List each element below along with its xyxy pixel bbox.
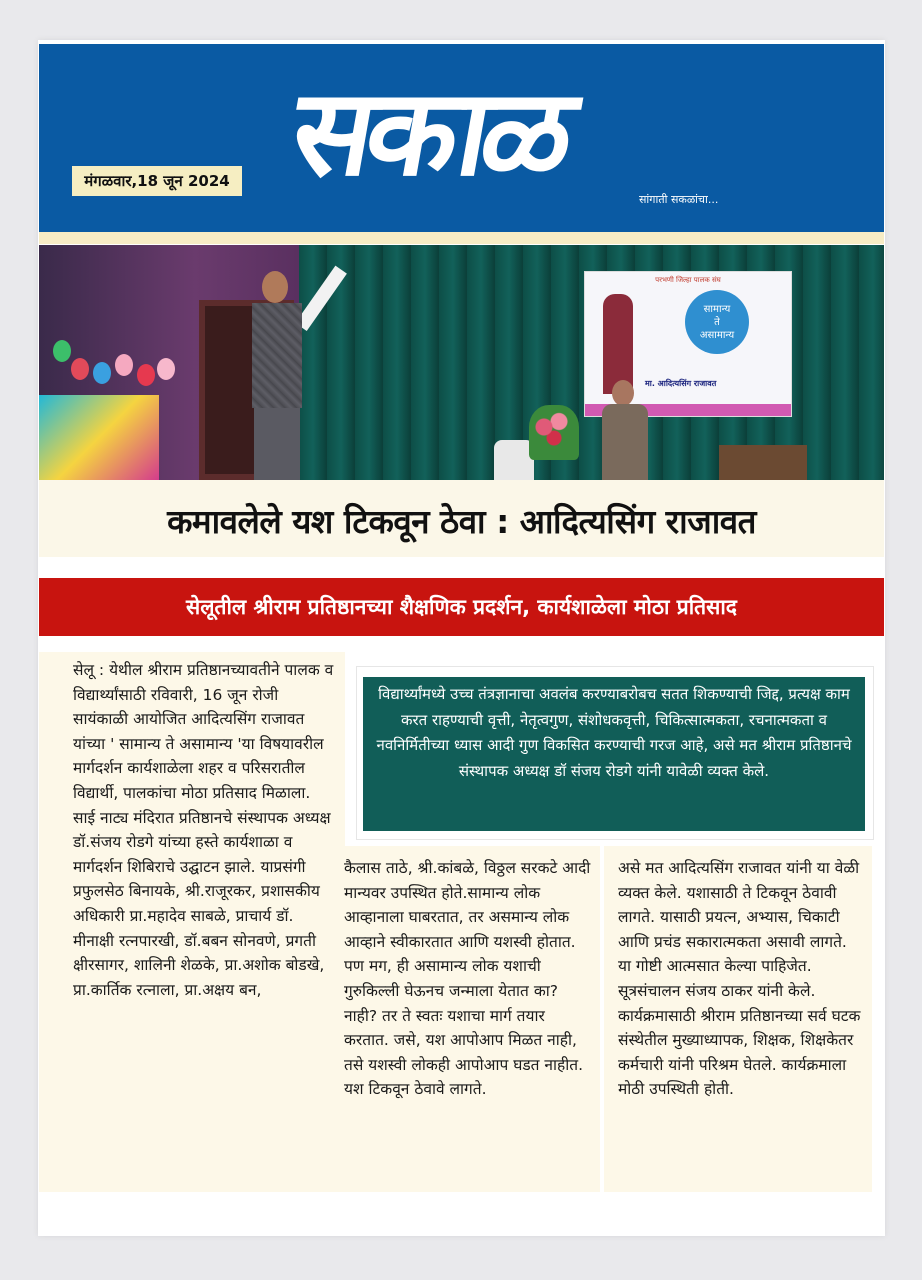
article-column-3 xyxy=(604,846,872,1192)
chair xyxy=(494,440,534,480)
column-1-text: सेलू : येथील श्रीराम प्रतिष्ठानच्यावतीने पालक व विद्यार्थ्यांसाठी रविवारी, 16 जून रोजी सायंकाळी आयोजित आदित्यसिंग राजावत यांच्या ' सामान्य ते असामान्य 'या विषयावरील मार्गदर्शन कार्यशाळेला शहर व परिसरातील विद्यार्थी, पालकांचा मोठा प्रतिसाद मिळाला. साई नाट्य मंदिरात प्रतिष्ठानचे संस्थापक अध्यक्ष डॉ.संजय रोडगे यांच्या हस्ते कार्यशाळा व मार्गदर्शन शिबिराचे उद्घाटन झाले. याप्रसंगी प्रफुलसेठ बिनायके, श्री.राजूरकर, प्रशासकीय अधिकारी प्रा.महादेव साबळे, प्राचार्य डॉ. मीनाक्षी रत्नपारखी, डॉ.बबन सोनवणे, प्रगती क्षीरसागर, शालिनी शेळके, प्रा.अशोक बोडखे, प्रा.कार्तिक रत्नाला, प्रा.अक्षय बन, xyxy=(73,661,334,999)
headline: कमावलेले यश टिकवून ठेवा : आदित्यसिंग राजावत xyxy=(167,502,756,541)
masthead xyxy=(39,44,884,232)
pullquote-frame xyxy=(356,666,874,840)
speaker-figure xyxy=(234,263,324,480)
column-2-text: कैलास ताठे, श्री.कांबळे, विठ्ठल सरकटे आदी मान्यवर उपस्थित होते.सामान्य लोक आव्हानाला घाबरतात, तर असमान्य लोक आव्हाने स्वीकारतात आणि यशस्वी होतात. पण मग, ही असामान्य लोक यशाची गुरुकिल्ली घेऊनच जन्माला येतात का? नाही? तर ते स्वतः यशाचा मार्ग तयार करतात. जसे, यश आपोआप मिळत नाही, तसे यशस्वी लोकही आपोआप घडत नाहीत. यश टिकवून ठेवावे लागते. xyxy=(344,859,591,1099)
banner-circle-text: असामान्य xyxy=(699,329,735,341)
newspaper-clipping xyxy=(38,40,885,1236)
college-display-board xyxy=(39,395,159,480)
banner-title: परभणी जिल्हा पालक संघ xyxy=(655,276,721,284)
banner-portrait xyxy=(603,294,633,394)
banner-circle-text: सामान्य xyxy=(703,303,731,315)
publication-date: मंगळवार,18 जून 2024 xyxy=(72,166,242,196)
article-column-2 xyxy=(334,846,600,1192)
seated-guest xyxy=(594,380,654,480)
divider-strip xyxy=(39,232,884,244)
balloons xyxy=(39,340,179,400)
tagline: सांगाती सकळांचा... xyxy=(639,193,719,206)
headline-band xyxy=(39,480,884,557)
banner-logo-circle xyxy=(685,290,749,354)
newspaper-logo xyxy=(281,58,654,228)
flower-bouquet xyxy=(529,405,579,460)
side-table xyxy=(719,445,807,480)
banner-circle-text: ते xyxy=(714,316,720,328)
pullquote: विद्यार्थ्यांमध्ये उच्च तंत्रज्ञानाचा अवलंब करण्याबरोबच सतत शिकण्याची जिद्द, प्रत्यक्ष काम करत राहण्याची वृत्ती, नेतृत्वगुण, संशोधकवृत्ती, चिकित्सात्मकता, रचनात्मकता व नवनिर्मितीच्या ध्यास आदी गुण विकसित करण्याची गरज आहे, असे मत श्रीराम प्रतिष्ठानचे संस्थापक अध्यक्ष डॉ संजय रोडगे यांनी यावेळी व्यक्त केले. xyxy=(363,677,865,831)
logo-text: सकाळ xyxy=(281,62,579,203)
banner-speaker-name: मा. आदित्यसिंग राजावत xyxy=(645,379,717,388)
subheadline-bar xyxy=(39,578,884,636)
event-photo xyxy=(39,245,884,480)
subheadline: सेलूतील श्रीराम प्रतिष्ठानच्या शैक्षणिक प्रदर्शन, कार्यशाळेला मोठा प्रतिसाद xyxy=(186,595,737,619)
column-3-text: असे मत आदित्यसिंग राजावत यांनी या वेळी व्यक्त केले. यशासाठी ते टिकवून ठेवावी लागते. यासाठी प्रयत्न, अभ्यास, चिकाटी आणि प्रचंड सकारात्मकता असावी लागते. या गोष्टी आत्मसात केल्या पाहिजेत. सूत्रसंचालन संजय ठाकर यांनी केले. कार्यक्रमासाठी श्रीराम प्रतिष्ठानच्या सर्व घटक संस्थेतील मुख्याध्यापक, शिक्षक, शिक्षकेतर कर्मचारी यांनी परिश्रम घेतले. कार्यक्रमाला मोठी उपस्थिती होती. xyxy=(618,859,861,1099)
article-column-1 xyxy=(39,652,345,1192)
